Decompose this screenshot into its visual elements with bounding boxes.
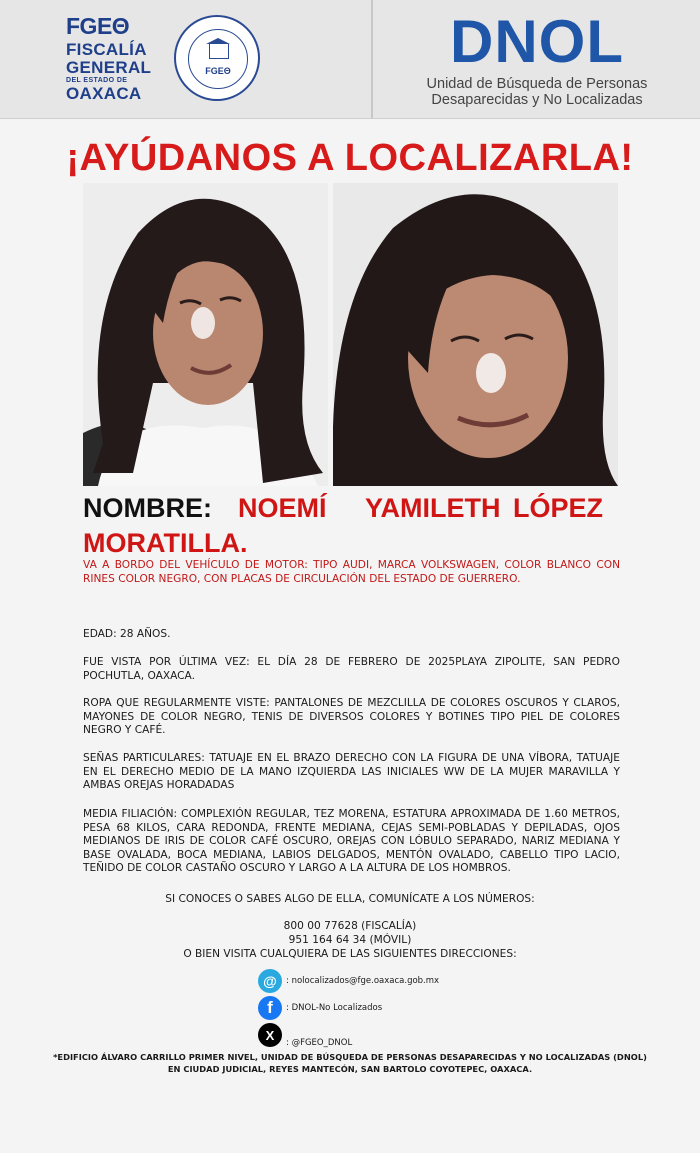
dnol-logo: DNOL [450,8,624,75]
visit-directions: O BIEN VISITA CUALQUIERA DE LAS SIGUIENTES DIRECCIONES: [183,948,517,960]
fgeo-logo [66,14,150,103]
footer-address [0,1052,700,1075]
fgeo-line4: OAXACA [66,84,142,103]
seal-mark: FGEΘ [205,66,231,76]
footer-line1: *EDIFICIO ÁLVARO CARRILLO PRIMER NIVEL, UNIDAD DE BÚSQUEDA DE PERSONAS DESAPARECIDAS Y NO LOCALIZADAS (DNOL) [53,1052,647,1062]
footer-line2: EN CIUDAD JUDICIAL, REYES MANTECÓN, SAN BARTOLO COYOTEPEC, OAXACA. [167,1063,533,1074]
phone-fiscalia: 800 00 77628 (FISCALÍA) [283,920,417,932]
person-photo-2 [333,183,618,486]
name-word-2: YAMILETH [365,493,501,523]
dnol-subtitle [400,76,674,108]
fgeo-mark: FGEΘ [66,13,130,39]
x-text: : @FGEO_DNOL [286,1038,353,1048]
facebook-text: : DNOL-No Localizados [286,1003,383,1013]
dnol-subtitle-line2: Desaparecidas y No Localizadas [431,92,643,108]
age-info: EDAD: 28 AÑOS. [83,628,171,640]
name-line2: MORATILLA. [83,528,248,558]
phone-mobile: 951 164 64 34 (MÓVIL) [288,934,412,946]
name-word-1: NOEMÍ [238,493,327,523]
name-word-3: LÓPEZ [513,493,604,523]
header-banner [0,0,700,119]
fgeo-line3: DEL ESTADO DE [66,77,128,84]
email-icon: @ [258,969,282,993]
last-seen-info: FUE VISTA POR ÚLTIMA VEZ: EL DÍA 28 DE FEBRERO DE 2025PLAYA ZIPOLITE, SAN PEDRO POCHUTLA, OAXACA. [83,656,620,682]
clothing-info: ROPA QUE REGULARMENTE VISTE: PANTALONES DE MEZCLILLA DE COLORES OSCUROS Y CLAROS, MAYONES DE COLOR NEGRO, TENIS DE DIVERSOS COLORES Y BOTINES TIPO PIEL DE COLORES NEGRO Y CAFÉ. [83,697,620,736]
fgeo-line2: GENERAL [66,58,152,77]
email-text: : nolocalizados@fge.oaxaca.gob.mx [286,976,440,986]
fgeo-line1: FISCALÍA [66,40,147,59]
headline: ¡AYÚDANOS A LOCALIZARLA! [66,137,634,179]
header-divider [371,0,373,118]
distinguishing-marks-info: SEÑAS PARTICULARES: TATUAJE EN EL BRAZO DERECHO CON LA FIGURA DE UNA VÍBORA, TATUAJE EN EL DERECHO MEDIO DE LA MANO IZQUIERDA LAS INICIALES WW DE LA MUJER MARAVILLA Y AMBAS OREJAS HORADADAS [83,752,620,791]
name-label: NOMBRE: [83,493,212,523]
dnol-subtitle-line1: Unidad de Búsqueda de Personas [426,76,648,92]
contact-intro: SI CONOCES O SABES ALGO DE ELLA, COMUNÍCATE A LOS NÚMEROS: [165,893,535,905]
x-icon: X [258,1023,282,1047]
person-photo-1 [83,183,328,486]
fiscalia-seal-icon [174,15,260,101]
vehicle-info: VA A BORDO DEL VEHÍCULO DE MOTOR: TIPO AUDI, MARCA VOLKSWAGEN, COLOR BLANCO CON RINES COLOR NEGRO, CON PLACAS DE CIRCULACIÓN DEL ESTADO DE GUERRERO. [83,559,620,585]
physical-description-info: MEDIA FILIACIÓN: COMPLEXIÓN REGULAR, TEZ MORENA, ESTATURA APROXIMADA DE 1.60 METROS, PESA 68 KILOS, CARA REDONDA, FRENTE MEDIANA, CEJAS SEMI-POBLADAS Y DEPILADAS, OJOS MEDIANOS DE IRIS DE COLOR CAFÉ OSCURO, OREJAS CON LÓBULO SEPARADO, NARIZ MEDIANA Y BASE OVALADA, BOCA MEDIANA, LABIOS DELGADOS, MENTÓN OVALADO, CABELLO TIPO LACIO, TEÑIDO DE COLOR CASTAÑO OSCURO Y LARGO A LA ALTURA DE LOS HOMBROS. [83,808,620,874]
facebook-icon: f [258,996,282,1020]
